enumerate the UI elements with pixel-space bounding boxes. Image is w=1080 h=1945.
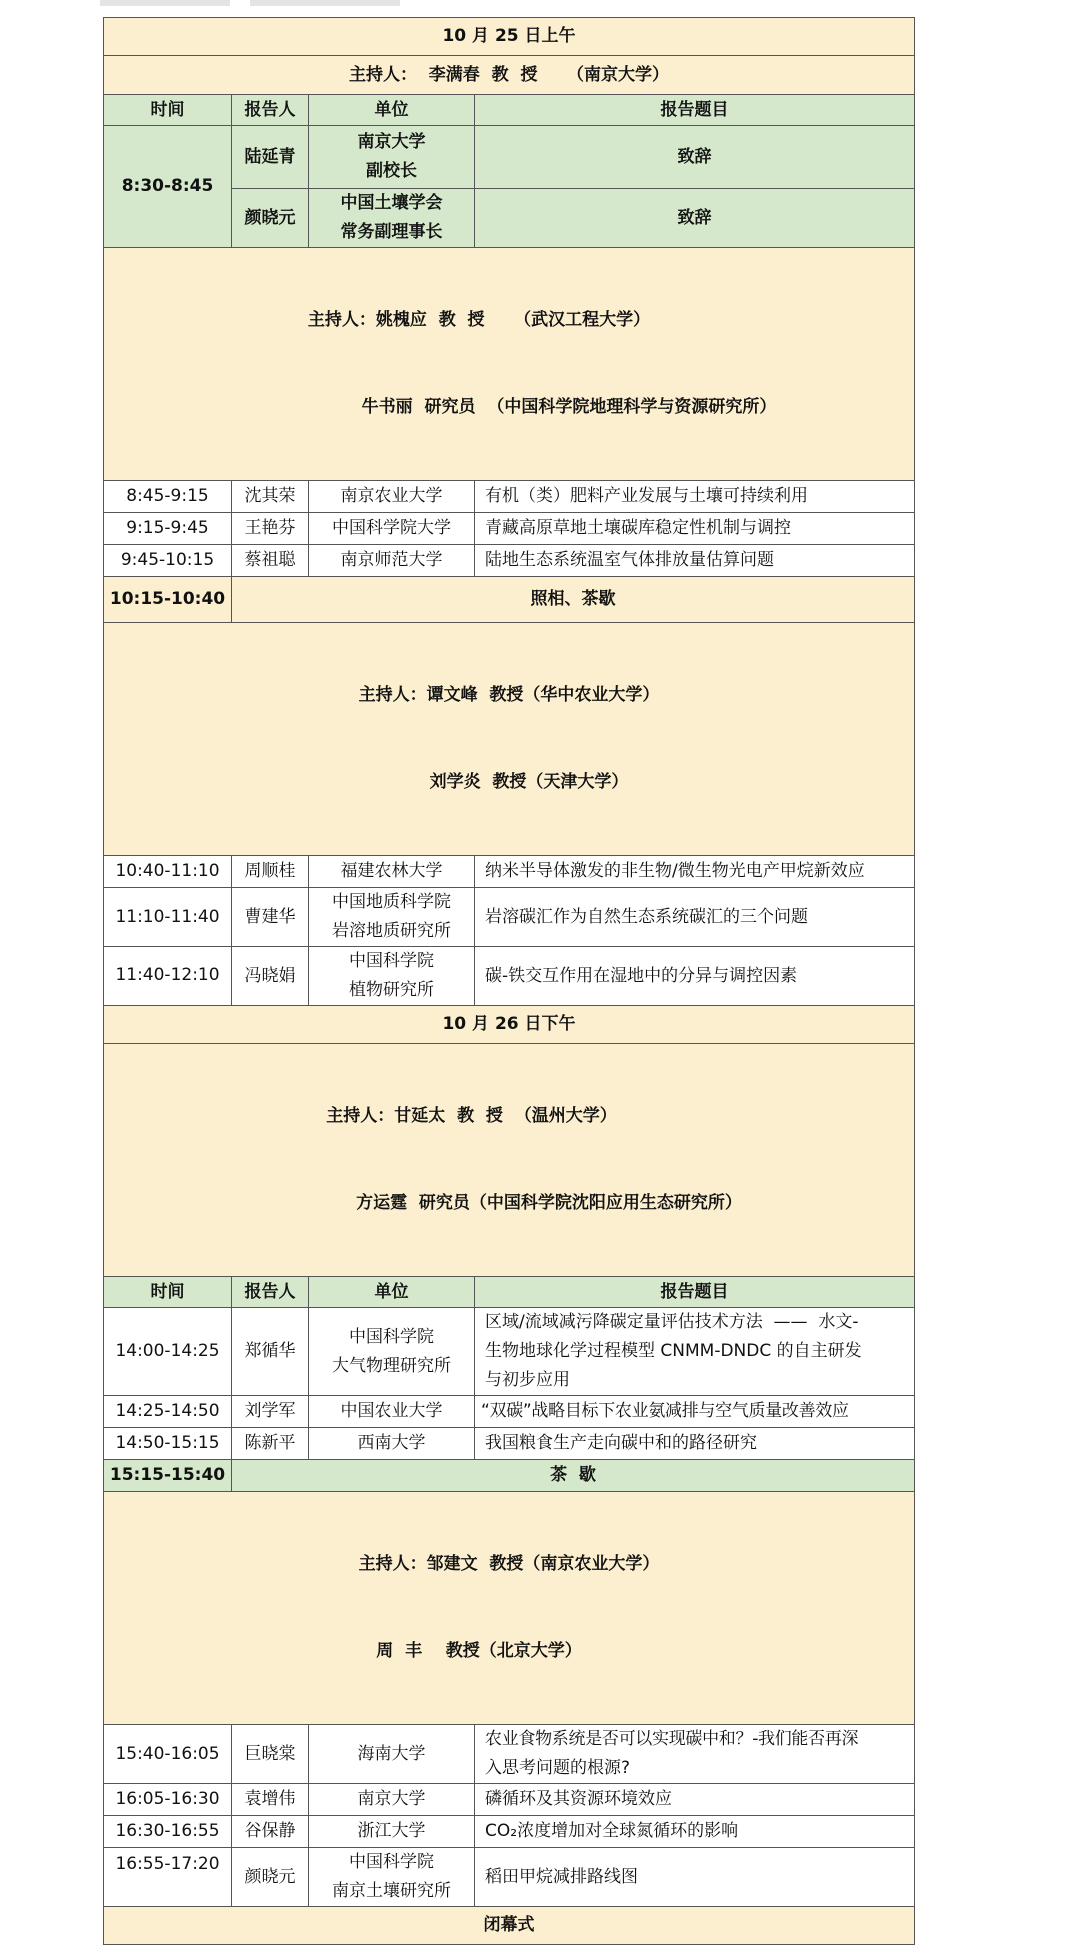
unit-line: 中国科学院 — [349, 1852, 434, 1872]
topic: 青藏高原草地土壤碳库稳定性机制与调控 — [475, 513, 915, 545]
topic-line: 与初步应用 — [485, 1370, 570, 1390]
unit-line: 南京土壤研究所 — [332, 1881, 451, 1901]
day1-title: 10 月 25 日上午 — [104, 18, 915, 56]
topic: 稻田甲烷减排路线图 — [475, 1848, 915, 1907]
host-line: 周 丰 教授（北京大学） — [376, 1641, 582, 1661]
host-line: 主持人：谭文峰 教授（华中农业大学） — [358, 685, 660, 705]
time: 16:30-16:55 — [104, 1816, 232, 1848]
conference-schedule-table — [103, 17, 915, 1945]
topic: 致辞 — [475, 189, 915, 248]
topic-line: 农业食物系统是否可以实现碳中和？-我们能否再深 — [485, 1729, 859, 1749]
host-line: 主持人：邹建文 教授（南京农业大学） — [358, 1554, 660, 1574]
header-topic: 报告题目 — [475, 1277, 915, 1308]
speaker: 陆延青 — [232, 126, 309, 189]
speaker: 王艳芬 — [232, 513, 309, 545]
unit-line: 中国地质科学院 — [332, 892, 451, 912]
table-row — [104, 481, 915, 513]
speaker: 袁增伟 — [232, 1784, 309, 1816]
table-row — [104, 1725, 915, 1784]
unit: 中国科学院大学 — [309, 513, 475, 545]
time: 9:45-10:15 — [104, 545, 232, 577]
header-speaker: 报告人 — [232, 95, 309, 126]
speaker: 刘学军 — [232, 1396, 309, 1428]
table-row — [104, 1784, 915, 1816]
unit — [309, 126, 475, 189]
speaker: 冯晓娟 — [232, 947, 309, 1006]
unit-line: 中国土壤学会 — [340, 193, 443, 213]
table-row — [104, 1428, 915, 1460]
unit: 浙江大学 — [309, 1816, 475, 1848]
table-row — [104, 513, 915, 545]
unit — [309, 1848, 475, 1907]
header-topic: 报告题目 — [475, 95, 915, 126]
table-row — [104, 947, 915, 1006]
time: 11:10-11:40 — [104, 888, 232, 947]
day1-title-row — [104, 18, 915, 56]
day2-title-row — [104, 1006, 915, 1044]
day2-host2-row — [104, 1492, 915, 1725]
topic: 碳-铁交互作用在湿地中的分异与调控因素 — [475, 947, 915, 1006]
time: 14:00-14:25 — [104, 1308, 232, 1396]
unit-line: 中国科学院 — [349, 951, 434, 971]
unit: 南京师范大学 — [309, 545, 475, 577]
speaker: 谷保静 — [232, 1816, 309, 1848]
day1-host1-row — [104, 56, 915, 95]
speaker: 蔡祖聪 — [232, 545, 309, 577]
speaker: 巨晓棠 — [232, 1725, 309, 1784]
time: 16:55-17:20 — [104, 1848, 232, 1907]
topic: CO₂浓度增加对全球氮循环的影响 — [475, 1816, 915, 1848]
topic: “双碳”战略目标下农业氨减排与空气质量改善效应 — [475, 1396, 915, 1428]
unit-line: 中国科学院 — [349, 1326, 434, 1347]
unit: 南京农业大学 — [309, 481, 475, 513]
unit — [309, 189, 475, 248]
closing-row — [104, 1907, 915, 1945]
day2-host1 — [104, 1044, 915, 1277]
day2-break-row — [104, 1460, 915, 1492]
time: 14:25-14:50 — [104, 1396, 232, 1428]
unit: 西南大学 — [309, 1428, 475, 1460]
day1-host2 — [104, 248, 915, 481]
time: 16:05-16:30 — [104, 1784, 232, 1816]
table-row — [104, 1816, 915, 1848]
header-time: 时间 — [104, 1277, 232, 1308]
table-row — [104, 545, 915, 577]
break-label: 茶 歇 — [232, 1460, 915, 1492]
topic-line: 区域/流域减污降碳定量评估技术方法 —— 水文- — [485, 1312, 859, 1332]
time: 15:40-16:05 — [104, 1725, 232, 1784]
topic: 磷循环及其资源环境效应 — [475, 1784, 915, 1816]
topic: 陆地生态系统温室气体排放量估算问题 — [475, 545, 915, 577]
unit: 福建农林大学 — [309, 856, 475, 888]
speaker: 郑循华 — [232, 1308, 309, 1396]
table-row — [104, 126, 915, 189]
break-time: 15:15-15:40 — [104, 1460, 232, 1492]
break-label: 照相、茶歇 — [232, 577, 915, 623]
unit-line: 副校长 — [366, 161, 417, 181]
day2-host1-row — [104, 1044, 915, 1277]
unit: 海南大学 — [309, 1725, 475, 1784]
time: 8:45-9:15 — [104, 481, 232, 513]
unit-line: 常务副理事长 — [340, 222, 443, 242]
speaker: 颜晓元 — [232, 1848, 309, 1907]
header-time: 时间 — [104, 95, 232, 126]
topic: 岩溶碳汇作为自然生态系统碳汇的三个问题 — [475, 888, 915, 947]
table-row — [104, 1308, 915, 1396]
table-row — [104, 1848, 915, 1907]
topic-line: 生物地球化学过程模型 CNMM-DNDC 的自主研发 — [485, 1341, 862, 1361]
unit: 中国农业大学 — [309, 1396, 475, 1428]
speaker: 沈其荣 — [232, 481, 309, 513]
speaker: 颜晓元 — [232, 189, 309, 248]
day1-host1: 主持人： 李满春 教 授 （南京大学） — [104, 56, 915, 95]
header-unit: 单位 — [309, 95, 475, 126]
header-unit: 单位 — [309, 1277, 475, 1308]
topic: 有机（类）肥料产业发展与土壤可持续利用 — [475, 481, 915, 513]
day1-break-row — [104, 577, 915, 623]
unit-line: 大气物理研究所 — [332, 1355, 451, 1376]
table-row — [104, 888, 915, 947]
unit-line: 植物研究所 — [349, 980, 434, 1000]
unit — [309, 947, 475, 1006]
speaker: 周顺桂 — [232, 856, 309, 888]
break-time: 10:15-10:40 — [104, 577, 232, 623]
speaker: 陈新平 — [232, 1428, 309, 1460]
topic — [475, 1725, 915, 1784]
time: 10:40-11:10 — [104, 856, 232, 888]
topic: 致辞 — [475, 126, 915, 189]
cropped-top-strip — [100, 0, 400, 6]
time: 14:50-15:15 — [104, 1428, 232, 1460]
host-line: 方运霆 研究员（中国科学院沈阳应用生态研究所） — [356, 1193, 742, 1213]
unit — [309, 888, 475, 947]
time: 9:15-9:45 — [104, 513, 232, 545]
table-row — [104, 856, 915, 888]
topic-line: 入思考问题的根源? — [485, 1758, 631, 1778]
header-speaker: 报告人 — [232, 1277, 309, 1308]
topic: 纳米半导体激发的非生物/微生物光电产甲烷新效应 — [475, 856, 915, 888]
day1-host3 — [104, 623, 915, 856]
opening-time: 8:30-8:45 — [104, 126, 232, 248]
day1-host2-row — [104, 248, 915, 481]
time: 11:40-12:10 — [104, 947, 232, 1006]
host-line: 牛书丽 研究员 （中国科学院地理科学与资源研究所） — [361, 397, 777, 417]
topic — [475, 1308, 915, 1396]
table-row — [104, 1396, 915, 1428]
day1-header-row — [104, 95, 915, 126]
topic: 我国粮食生产走向碳中和的路径研究 — [475, 1428, 915, 1460]
closing-ceremony: 闭幕式 — [104, 1907, 915, 1945]
unit-line: 岩溶地质研究所 — [332, 921, 451, 941]
host-line: 主持人：甘延太 教 授 （温州大学） — [326, 1106, 617, 1126]
day1-host3-row — [104, 623, 915, 856]
host-line: 主持人：姚槐应 教 授 （武汉工程大学） — [307, 310, 651, 330]
unit: 南京大学 — [309, 1784, 475, 1816]
host-line: 刘学炎 教授（天津大学） — [429, 772, 629, 792]
speaker: 曹建华 — [232, 888, 309, 947]
day2-header-row — [104, 1277, 915, 1308]
unit-line: 南京大学 — [357, 132, 426, 152]
day2-title: 10 月 26 日下午 — [104, 1006, 915, 1044]
unit — [309, 1308, 475, 1396]
day2-host2 — [104, 1492, 915, 1725]
